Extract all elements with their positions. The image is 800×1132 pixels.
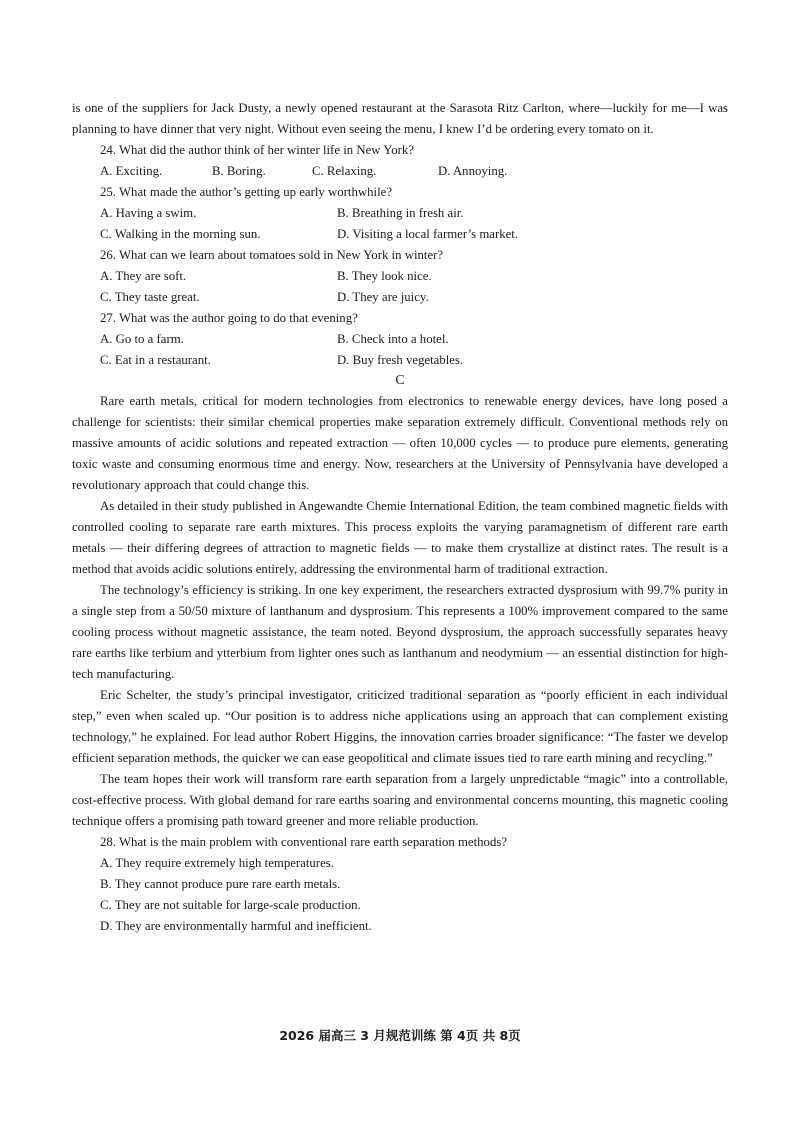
- question-28-stem: 28. What is the main problem with conventional rare earth separation methods?: [100, 835, 508, 849]
- q26-option-b[interactable]: B. They look nice.: [337, 269, 432, 283]
- q25-option-a[interactable]: A. Having a swim.: [100, 206, 197, 220]
- question-25-stem: 25. What made the author’s getting up early worthwhile?: [100, 185, 392, 199]
- q28-option-d[interactable]: D. They are environmentally harmful and inefficient.: [100, 919, 372, 933]
- question-27-options-row1: [72, 329, 728, 350]
- section-c-heading: C: [395, 373, 405, 388]
- q27-option-a[interactable]: A. Go to a farm.: [100, 332, 184, 346]
- q28-option-c[interactable]: C. They are not suitable for large-scale production.: [100, 898, 361, 912]
- q27-option-d[interactable]: D. Buy fresh vegetables.: [337, 353, 464, 367]
- question-24-stem: 24. What did the author think of her winter life in New York?: [100, 143, 414, 157]
- q26-option-d[interactable]: D. They are juicy.: [337, 290, 429, 304]
- passage-c-paragraph-1: Rare earth metals, critical for modern technologies from electronics to renewable energy devices, have long posed a challenge for scientists: their similar chemical properties make separation extremely difficult. Conventional methods rely on massive amounts of acidic solutions and repeated extraction — often 10,000 cycles — to produce pure elements, generating toxic waste and consuming enormous time and energy. Now, researchers at the University of Pennsylvania have developed a revolutionary approach that could change this.: [72, 394, 728, 492]
- question-27-options-row2: [72, 350, 728, 371]
- q25-option-d[interactable]: D. Visiting a local farmer’s market.: [337, 227, 519, 241]
- q24-option-c[interactable]: C. Relaxing.: [312, 164, 377, 178]
- question-26-options-row2: [72, 287, 728, 308]
- question-26-options-row1: [72, 266, 728, 287]
- q25-option-b[interactable]: B. Breathing in fresh air.: [337, 206, 464, 220]
- question-27-stem: 27. What was the author going to do that evening?: [100, 311, 358, 325]
- q28-option-a[interactable]: A. They require extremely high temperatures.: [100, 856, 334, 870]
- passage-c-paragraph-2: As detailed in their study published in Angewandte Chemie International Edition, the team combined magnetic fields with controlled cooling to separate rare earth mixtures. This process exploits the varying paramagnetism of different rare earth metals — their differing degrees of attraction to magnetic fields — to make them crystallize at distinct rates. The result is a method that avoids acidic solutions entirely, addressing the environmental harm of traditional extraction.: [72, 499, 728, 576]
- question-26-stem: 26. What can we learn about tomatoes sold in New York in winter?: [100, 248, 444, 262]
- q28-option-b[interactable]: B. They cannot produce pure rare earth metals.: [100, 877, 341, 891]
- q27-option-b[interactable]: B. Check into a hotel.: [337, 332, 449, 346]
- page-footer: 2026 届高三 3 月规范训练 第 4页 共 8页: [279, 1028, 521, 1043]
- question-25-options-row1: [72, 203, 728, 224]
- q25-option-c[interactable]: C. Walking in the morning sun.: [100, 227, 261, 241]
- q24-option-d[interactable]: D. Annoying.: [438, 164, 508, 178]
- passage-c-paragraph-5: The team hopes their work will transform rare earth separation from a largely unpredictable “magic” into a controllable, cost-effective process. With global demand for rare earths soaring and environmental concerns mounting, this magnetic cooling technique offers a promising path toward greener and more reliable production.: [72, 772, 728, 828]
- passage-b-ending: is one of the suppliers for Jack Dusty, a newly opened restaurant at the Sarasota Ritz Carlton, where—luckily for me—I was planning to have dinner that very night. Without even seeing the menu, I knew I’d be ordering every tomato on it.: [72, 101, 728, 136]
- q24-option-b[interactable]: B. Boring.: [212, 164, 266, 178]
- question-25-options-row2: [72, 224, 728, 245]
- q24-option-a[interactable]: A. Exciting.: [100, 164, 163, 178]
- passage-c-paragraph-3: The technology’s efficiency is striking. In one key experiment, the researchers extracted dysprosium with 99.7% purity in a single step from a 50/50 mixture of lanthanum and dysprosium. This represents a 100% improvement compared to the same cooling process without magnetic assistance, the team noted. Beyond dysprosium, the approach successfully separates heavy rare earths like terbium and ytterbium from lighter ones such as lanthanum and neodymium — an essential distinction for high-tech manufacturing.: [72, 583, 728, 681]
- exam-page: [72, 98, 728, 937]
- q26-option-c[interactable]: C. They taste great.: [100, 290, 200, 304]
- q27-option-c[interactable]: C. Eat in a restaurant.: [100, 353, 211, 367]
- question-24-options: [72, 161, 728, 182]
- q26-option-a[interactable]: A. They are soft.: [100, 269, 187, 283]
- passage-c-paragraph-4: Eric Schelter, the study’s principal investigator, criticized traditional separation as “poorly efficient in each individual step,” even when scaled up. “Our position is to address niche applications using an approach that can complement existing technology,” he explained. For lead author Robert Higgins, the innovation carries broader significance: “The faster we develop efficient separation methods, the quicker we can ease geopolitical and climate issues tied to rare earth mining and recycling.”: [72, 688, 728, 765]
